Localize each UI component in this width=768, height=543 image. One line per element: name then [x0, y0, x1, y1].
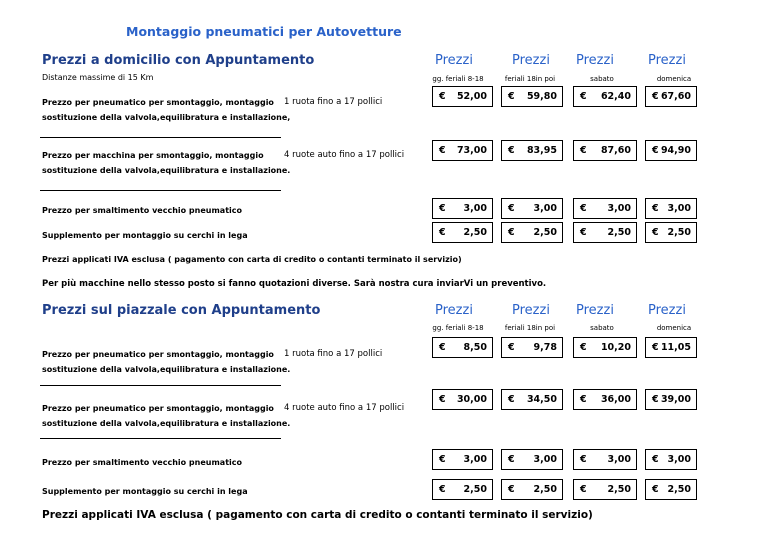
s2-row1-divider [40, 385, 281, 386]
s1-row2-detail: 4 ruote auto fino a 17 pollici [284, 150, 405, 160]
s1-row1-desc1: Prezzo per pneumatico per smontaggio, montaggio [42, 98, 274, 107]
s2-row1-desc1: Prezzo per pneumatico per smontaggio, montaggio [42, 350, 274, 359]
section1-sub-head-3: sabato [590, 75, 614, 83]
s1-row4-desc1: Supplemento per montaggio su cerchi in lega [42, 231, 248, 240]
distance-note: Distanze massime di 15 Km [42, 73, 154, 82]
s1-row3-price-1: € 3,00 [432, 198, 493, 219]
s1-row2-price-2: € 83,95 [501, 140, 563, 161]
s1-row2-price-3: € 87,60 [573, 140, 637, 161]
section2-col-head-2: Prezzi [512, 303, 550, 318]
section2-col-head-1: Prezzi [435, 303, 473, 318]
s2-row4-desc1: Supplemento per montaggio su cerchi in lega [42, 487, 248, 496]
section2-sub-head-2: feriali 18in poi [504, 324, 556, 332]
s2-row3-price-1: € 3,00 [432, 449, 493, 470]
s1-row2-price-1: € 73,00 [432, 140, 493, 161]
section2-sub-head-1: gg. feriali 8-18 [432, 324, 484, 332]
s1-row1-price-2: € 59,80 [501, 86, 563, 107]
section1-sub-head-2: feriali 18in poi [504, 75, 556, 83]
section1-sub-head-1: gg. feriali 8-18 [432, 75, 484, 83]
s1-row3-price-4: € 3,00 [645, 198, 697, 219]
s2-vat-note: Prezzi applicati IVA esclusa ( pagamento con carta di credito o contanti terminato il servizio) [42, 509, 593, 521]
s2-row3-price-3: € 3,00 [573, 449, 637, 470]
s2-row2-desc2: sostituzione della valvola,equilibratura e installazione. [42, 419, 291, 428]
s1-row3-price-3: € 3,00 [573, 198, 637, 219]
section1-title: Prezzi a domicilio con Appuntamento [42, 53, 315, 68]
s2-row2-price-3: € 36,00 [573, 389, 637, 410]
multi-car-note: Per più macchine nello stesso posto si fanno quotazioni diverse. Sarà nostra cura inviarVi un preventivo. [42, 279, 547, 289]
s1-row2-divider [40, 190, 281, 191]
section1-col-head-4: Prezzi [648, 53, 686, 68]
s2-row1-price-2: € 9,78 [501, 337, 563, 358]
s1-row2-price-4: € 94,90 [645, 140, 697, 161]
section2-col-head-4: Prezzi [648, 303, 686, 318]
s2-row1-price-1: € 8,50 [432, 337, 493, 358]
s1-row3-desc1: Prezzo per smaltimento vecchio pneumatico [42, 206, 243, 215]
s1-row1-detail: 1 ruota fino a 17 pollici [284, 97, 383, 107]
s1-row2-desc2: sostituzione della valvola,equilibratura e installazione. [42, 166, 291, 175]
s2-row2-price-2: € 34,50 [501, 389, 563, 410]
s1-row1-price-4: € 67,60 [645, 86, 697, 107]
section2-sub-head-3: sabato [590, 324, 614, 332]
s2-row2-price-4: € 39,00 [645, 389, 697, 410]
s2-row3-desc1: Prezzo per smaltimento vecchio pneumatico [42, 458, 243, 467]
s1-row4-price-1: € 2,50 [432, 222, 493, 243]
s1-row4-price-2: € 2,50 [501, 222, 563, 243]
section2-col-head-3: Prezzi [576, 303, 614, 318]
s1-vat-note: Prezzi applicati IVA esclusa ( pagamento con carta di credito o contanti terminato il servizio) [42, 255, 462, 264]
s2-row1-desc2: sostituzione della valvola,equilibratura e installazione. [42, 365, 291, 374]
s2-row3-price-4: € 3,00 [645, 449, 697, 470]
section2-title: Prezzi sul piazzale con Appuntamento [42, 303, 321, 318]
s2-row2-desc1: Prezzo per pneumatico per smontaggio, montaggio [42, 404, 274, 413]
s1-row3-price-2: € 3,00 [501, 198, 563, 219]
section2-sub-head-4: domenica [656, 324, 692, 332]
section1-col-head-2: Prezzi [512, 53, 550, 68]
s1-row1-price-1: € 52,00 [432, 86, 493, 107]
s2-row4-price-2: € 2,50 [501, 479, 563, 500]
s2-row3-price-2: € 3,00 [501, 449, 563, 470]
s2-row4-price-4: € 2,50 [645, 479, 697, 500]
s1-row2-desc1: Prezzo per macchina per smontaggio, montaggio [42, 151, 264, 160]
section1-col-head-1: Prezzi [435, 53, 473, 68]
s1-row4-price-3: € 2,50 [573, 222, 637, 243]
page-title: Montaggio pneumatici per Autovetture [126, 24, 402, 39]
s2-row4-price-1: € 2,50 [432, 479, 493, 500]
s1-row1-divider [40, 137, 281, 138]
s1-row4-price-4: € 2,50 [645, 222, 697, 243]
s2-row2-divider [40, 438, 281, 439]
s1-row1-price-3: € 62,40 [573, 86, 637, 107]
s2-row4-price-3: € 2,50 [573, 479, 637, 500]
s2-row1-price-3: € 10,20 [573, 337, 637, 358]
s2-row1-price-4: € 11,05 [645, 337, 697, 358]
section1-col-head-3: Prezzi [576, 53, 614, 68]
s2-row2-price-1: € 30,00 [432, 389, 493, 410]
s2-row2-detail: 4 ruote auto fino a 17 pollici [284, 403, 405, 413]
section1-sub-head-4: domenica [656, 75, 692, 83]
s2-row1-detail: 1 ruota fino a 17 pollici [284, 349, 383, 359]
s1-row1-desc2: sostituzione della valvola,equilibratura e installazione, [42, 113, 291, 122]
